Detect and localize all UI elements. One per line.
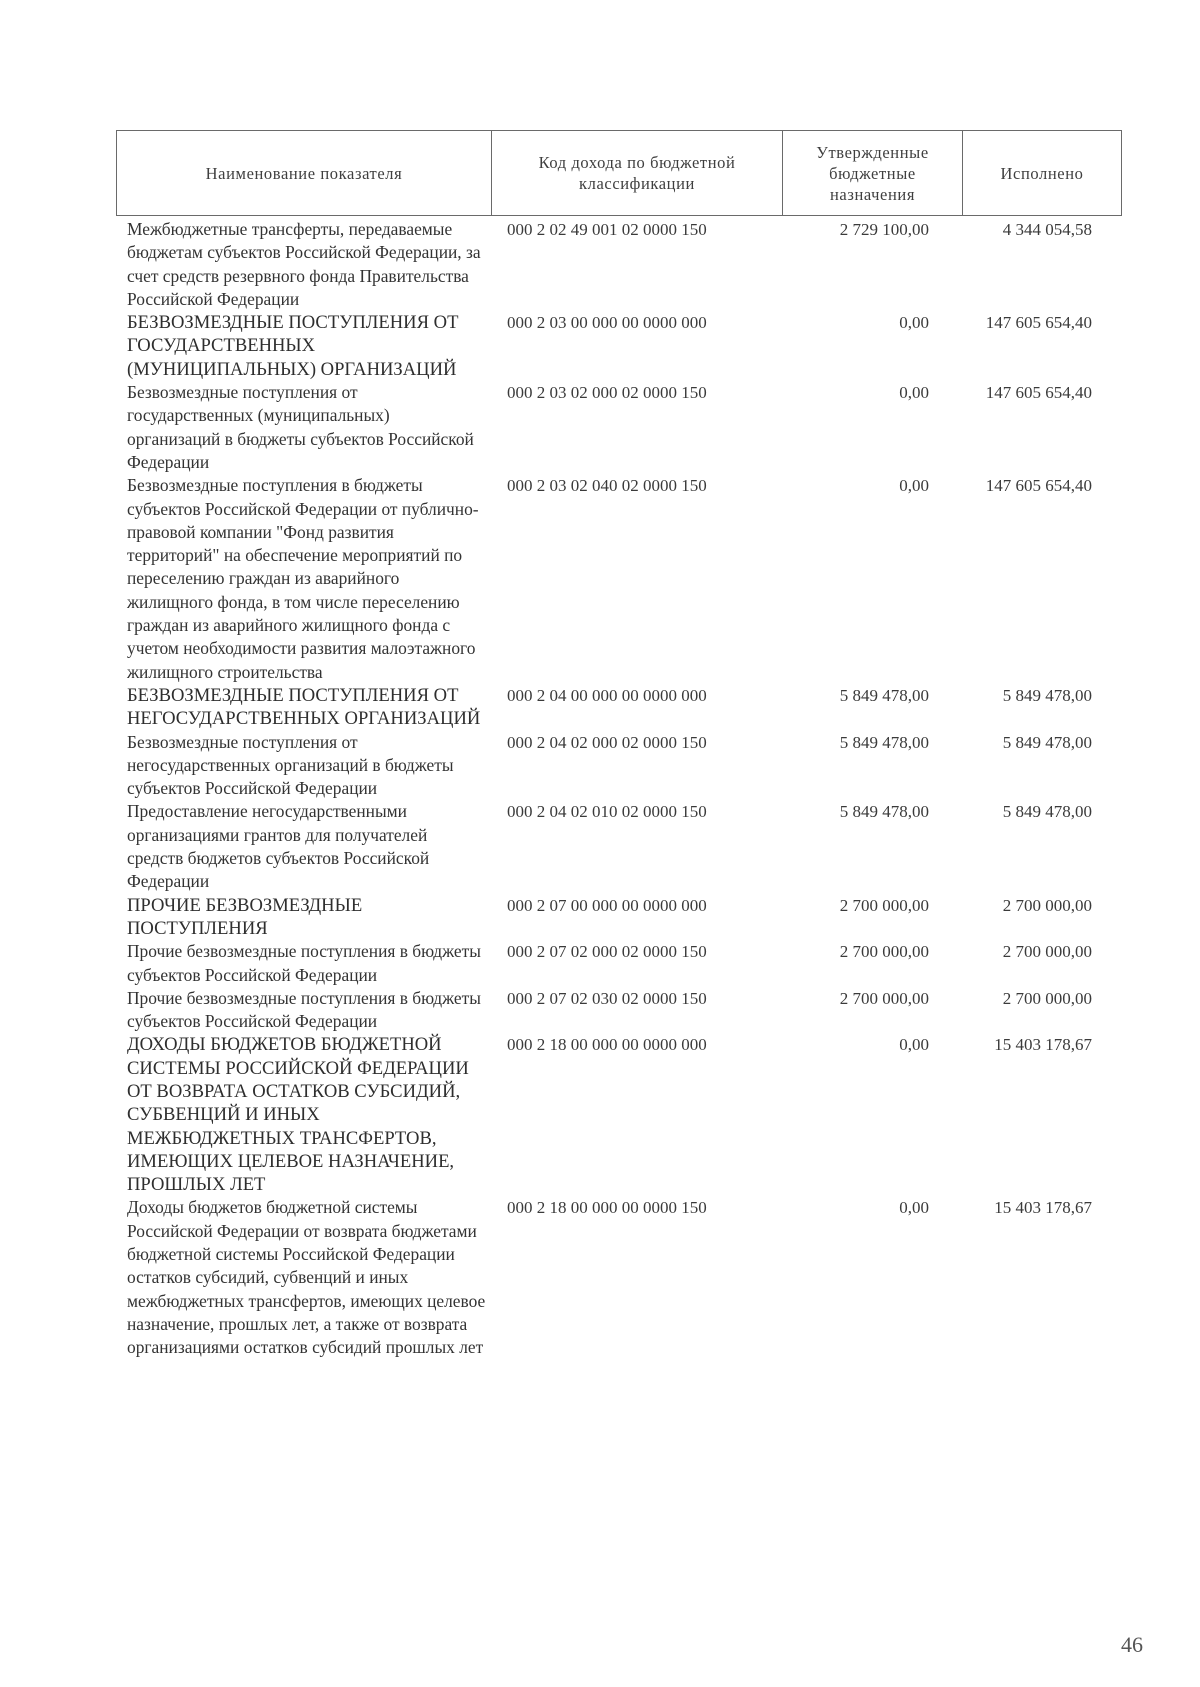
row-approved: 2 729 100,00 (839, 220, 929, 239)
row-name: Доходы бюджетов бюджетной системы Российской Федерации от возврата бюджетами бюджетной системы Российской Федерации остатков субсидий, субвенций и иных межбюджетных трансфертов, имеющих целевое назначение, прошлых лет, а также от возврата организациями остатков субсидий прошлых лет (127, 1197, 486, 1358)
row-name: Безвозмездные поступления от государственных (муниципальных) организаций в бюджеты субъектов Российской Федерации (127, 382, 474, 472)
row-name: Межбюджетные трансферты, передаваемые бюджетам субъектов Российской Федерации, за счет средств резервного фонда Правительства Российской Федерации (127, 219, 481, 309)
table-row (127, 800, 1122, 893)
row-name: ДОХОДЫ БЮДЖЕТОВ БЮДЖЕТНОЙ СИСТЕМЫ РОССИЙСКОЙ ФЕДЕРАЦИИ ОТ ВОЗВРАТА ОСТАТКОВ СУБСИДИЙ, СУБВЕНЦИЙ И ИНЫХ МЕЖБЮДЖЕТНЫХ ТРАНСФЕРТОВ, ИМЕЮЩИХ ЦЕЛЕВОЕ НАЗНАЧЕНИЕ, ПРОШЛЫХ ЛЕТ (127, 1034, 469, 1196)
row-approved: 0,00 (899, 383, 929, 403)
row-executed: 2 700 000,00 (1002, 988, 1092, 1008)
row-approved: 5 849 478,00 (839, 732, 929, 752)
table-row (127, 474, 1122, 684)
page-number: 46 (1121, 1632, 1143, 1657)
row-executed: 2 700 000,00 (1002, 895, 1092, 915)
header-name: Наименование показателя (205, 163, 403, 183)
row-approved: 0,00 (899, 313, 929, 333)
row-code: 000 2 07 00 000 00 0000 000 (507, 895, 707, 915)
row-code: 000 2 03 02 040 02 0000 150 (507, 476, 707, 496)
row-name: Прочие безвозмездные поступления в бюджеты субъектов Российской Федерации (127, 987, 481, 1032)
row-code: 000 2 03 02 000 02 0000 150 (507, 383, 707, 403)
row-approved: 5 849 478,00 (839, 685, 929, 705)
row-approved: 0,00 (899, 1198, 929, 1218)
row-executed: 15 403 178,67 (994, 1198, 1092, 1218)
table-row (127, 731, 1122, 801)
row-name: БЕЗВОЗМЕЗДНЫЕ ПОСТУПЛЕНИЯ ОТ ГОСУДАРСТВЕННЫХ (МУНИЦИПАЛЬНЫХ) ОРГАНИЗАЦИЙ (127, 312, 459, 380)
row-executed: 5 849 478,00 (1002, 802, 1092, 822)
row-name: Прочие безвозмездные поступления в бюджеты субъектов Российской Федерации (127, 941, 481, 985)
row-name: БЕЗВОЗМЕЗДНЫЕ ПОСТУПЛЕНИЯ ОТ НЕГОСУДАРСТВЕННЫХ ОРГАНИЗАЦИЙ (127, 684, 481, 730)
row-executed: 147 605 654,40 (985, 476, 1092, 496)
table-row (127, 311, 1122, 381)
table-row (127, 218, 1122, 311)
row-executed: 147 605 654,40 (985, 313, 1092, 333)
row-approved: 5 849 478,00 (839, 802, 929, 822)
row-code: 000 2 07 02 030 02 0000 150 (507, 988, 707, 1008)
row-approved: 0,00 (899, 1035, 929, 1055)
row-executed: 15 403 178,67 (994, 1035, 1092, 1055)
table-row (127, 1196, 1122, 1359)
row-name: Предоставление негосударственными организациями грантов для получателей средств бюджетов субъектов Российской Федерации (127, 801, 430, 892)
row-executed: 147 605 654,40 (985, 383, 1092, 403)
row-code: 000 2 04 00 000 00 0000 000 (507, 685, 707, 705)
table-row (127, 1033, 1122, 1196)
row-code: 000 2 03 00 000 00 0000 000 (507, 313, 707, 333)
row-approved: 2 700 000,00 (839, 942, 929, 962)
table-row (127, 940, 1122, 987)
row-executed: 4 344 054,58 (1002, 220, 1092, 239)
header-code: Код дохода по бюджетной классификации (491, 131, 782, 215)
table-row (127, 381, 1122, 474)
row-code: 000 2 18 00 000 00 0000 150 (507, 1198, 707, 1218)
row-name: Безвозмездные поступления от негосударственных организаций в бюджеты субъектов Российской Федерации (127, 731, 454, 799)
table-header (116, 130, 1122, 216)
table-row (127, 987, 1122, 1034)
row-executed: 5 849 478,00 (1002, 685, 1092, 705)
row-approved: 2 700 000,00 (839, 988, 929, 1008)
row-code: 000 2 18 00 000 00 0000 000 (507, 1035, 707, 1055)
row-name: Безвозмездные поступления в бюджеты субъектов Российской Федерации от публично-правовой компании "Фонд развития территорий" на обеспечение мероприятий по переселению граждан из аварийного жилищного фонда, в том числе переселению граждан из аварийного жилищного фонда с учетом необходимости развития малоэтажного жилищного строительства (127, 475, 479, 682)
header-approved: Утвержденные бюджетные назначения (782, 131, 962, 215)
row-executed: 5 849 478,00 (1002, 732, 1092, 752)
row-approved: 0,00 (899, 476, 929, 496)
row-executed: 2 700 000,00 (1002, 942, 1092, 962)
row-code: 000 2 02 49 001 02 0000 150 (507, 220, 707, 239)
row-code: 000 2 04 02 000 02 0000 150 (507, 732, 707, 752)
table-row (127, 684, 1122, 731)
row-code: 000 2 07 02 000 02 0000 150 (507, 942, 707, 962)
table-row (127, 894, 1122, 941)
header-executed: Исполнено (962, 131, 1121, 215)
table-body (127, 218, 1122, 1360)
row-approved: 2 700 000,00 (839, 895, 929, 915)
row-code: 000 2 04 02 010 02 0000 150 (507, 802, 707, 822)
row-name: ПРОЧИЕ БЕЗВОЗМЕЗДНЫЕ ПОСТУПЛЕНИЯ (127, 894, 363, 939)
